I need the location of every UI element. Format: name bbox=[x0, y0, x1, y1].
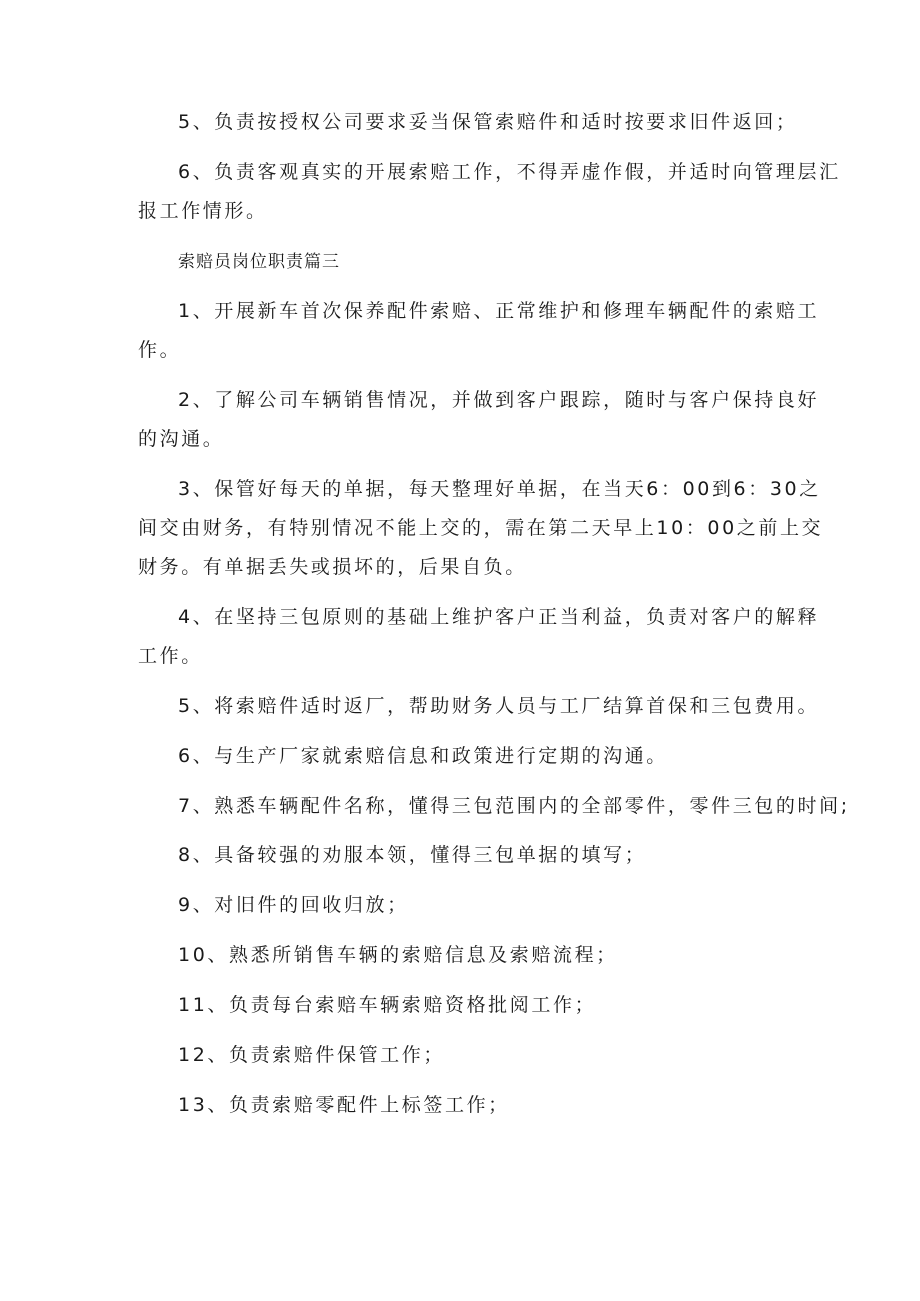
item-2-line-1: 2、了解公司车辆销售情况，并做到客户跟踪，随时与客户保持良好 bbox=[178, 389, 820, 411]
paragraph-6-line-1: 6、负责客观真实的开展索赔工作，不得弄虚作假，并适时向管理层汇 bbox=[178, 161, 841, 183]
item-4-line-2: 工作。 bbox=[138, 645, 203, 667]
section-heading: 索赔员岗位职责篇三 bbox=[178, 252, 340, 272]
item-10: 10、熟悉所销售车辆的索赔信息及索赔流程； bbox=[178, 944, 618, 966]
paragraph-6-line-2: 报工作情形。 bbox=[138, 200, 268, 222]
item-1-line-1: 1、开展新车首次保养配件索赔、正常维护和修理车辆配件的索赔工 bbox=[178, 300, 820, 322]
item-9: 9、对旧件的回收归放； bbox=[178, 894, 409, 916]
item-3-line-1: 3、保管好每天的单据，每天整理好单据，在当天6：00到6：30之 bbox=[178, 478, 821, 500]
item-2-line-2: 的沟通。 bbox=[138, 428, 225, 450]
item-6: 6、与生产厂家就索赔信息和政策进行定期的沟通。 bbox=[178, 745, 668, 767]
item-11: 11、负责每台索赔车辆索赔资格批阅工作； bbox=[178, 994, 597, 1016]
item-1-line-2: 作。 bbox=[138, 339, 182, 361]
item-7: 7、熟悉车辆配件名称，懂得三包范围内的全部零件，零件三包的时间; bbox=[178, 795, 850, 817]
item-13: 13、负责索赔零配件上标签工作； bbox=[178, 1094, 510, 1116]
item-4-line-1: 4、在坚持三包原则的基础上维护客户正当利益，负责对客户的解释 bbox=[178, 606, 820, 628]
item-3-line-2: 间交由财务，有特别情况不能上交的，需在第二天早上10：00之前上交 bbox=[138, 517, 824, 539]
item-12: 12、负责索赔件保管工作； bbox=[178, 1044, 445, 1066]
item-3-line-3: 财务。有单据丢失或损坏的，后果自负。 bbox=[138, 556, 527, 578]
item-8: 8、具备较强的劝服本领，懂得三包单据的填写； bbox=[178, 844, 647, 866]
item-5: 5、将索赔件适时返厂，帮助财务人员与工厂结算首保和三包费用。 bbox=[178, 695, 820, 717]
paragraph-5-line-1: 5、负责按授权公司要求妥当保管索赔件和适时按要求旧件返回； bbox=[178, 111, 798, 133]
